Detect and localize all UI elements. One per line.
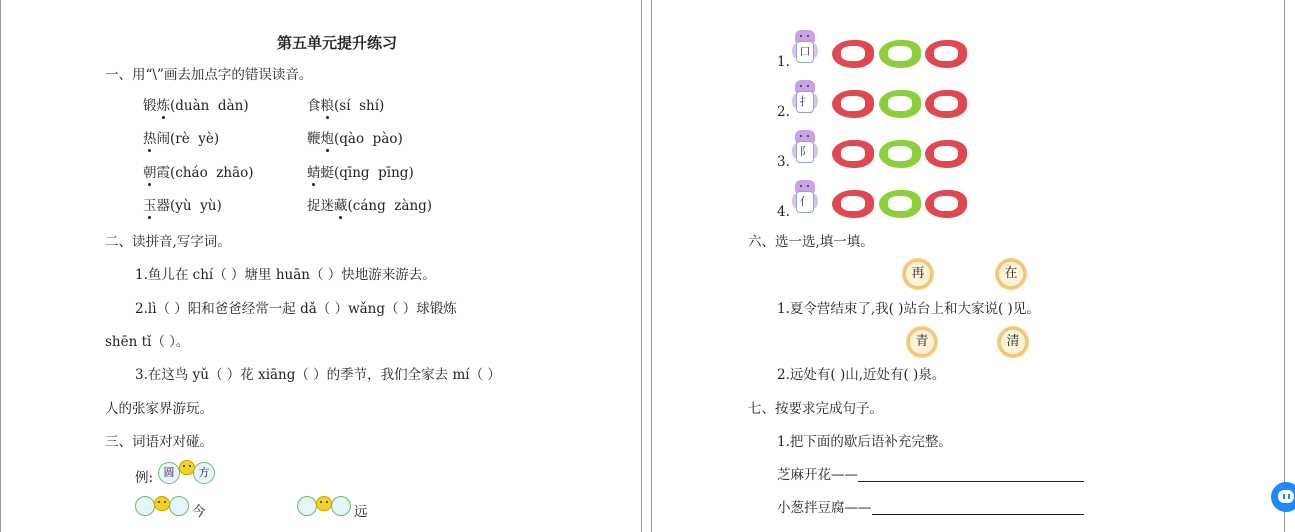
fill-line <box>777 466 1084 484</box>
dotted-character: 藏 <box>334 198 348 214</box>
fill-line <box>777 499 1084 517</box>
dotted-character: 玉 <box>143 198 157 214</box>
chat-assistant-icon[interactable] <box>1271 482 1295 512</box>
pinyin-item <box>307 130 403 148</box>
section-7-heading: 七、按要求完成句子。 <box>748 401 883 417</box>
question-line: 人的张家界游玩。 <box>105 401 213 417</box>
pinyin-options[interactable]: (qào pào) <box>334 131 403 147</box>
cat-radical-card <box>792 180 818 220</box>
radical-label: 口 <box>796 41 814 63</box>
word-text: 蜓 <box>320 165 334 181</box>
pinyin-options[interactable]: (yù yù) <box>170 198 222 214</box>
question-line: 3.在这鸟 yǔ（ ）花 xiāng（ ）的季节，我们全家去 mí（ ） <box>135 367 501 383</box>
page-title: 第五单元提升练习 <box>277 34 398 52</box>
pinyin-item <box>143 97 249 115</box>
choice-badge: 在 <box>995 258 1027 290</box>
pinyin-options[interactable]: (cháo zhāo) <box>170 165 254 181</box>
pinyin-item <box>307 164 414 182</box>
row-number: 4. <box>777 204 790 220</box>
blank-pill <box>925 90 967 118</box>
question-line: 2.远处有( )山,近处有( )泉。 <box>777 367 946 383</box>
page-gutter <box>643 0 651 532</box>
blank-pill <box>832 190 874 218</box>
dotted-character: 朝 <box>143 165 157 181</box>
pair-word: 远 <box>354 504 368 520</box>
empty-bubble <box>297 496 317 516</box>
choice-badge: 青 <box>906 326 938 358</box>
choice-badge: 再 <box>902 258 934 290</box>
blank-pill <box>879 90 921 118</box>
word-text: 器 <box>156 198 170 214</box>
fill-line-prefix: 小葱拌豆腐—— <box>777 500 872 516</box>
pinyin-options[interactable]: (duàn dàn) <box>170 98 249 114</box>
cat-radical-card <box>792 80 818 120</box>
pinyin-item <box>143 130 219 148</box>
blank-pill <box>925 190 967 218</box>
pinyin-item <box>143 197 222 215</box>
pinyin-options[interactable]: (cáng zàng) <box>347 198 433 214</box>
section-3-heading: 三、词语对对碰。 <box>105 434 213 450</box>
answer-blank[interactable] <box>858 468 1084 482</box>
question-line: 1.夏令营结束了,我( )站台上和大家说( )见。 <box>777 301 1040 317</box>
row-number: 3. <box>777 154 790 170</box>
blank-pill <box>925 40 967 68</box>
question-line: 1.把下面的歇后语补充完整。 <box>777 434 952 450</box>
question-line: shēn tǐ（ ）。 <box>105 334 190 350</box>
blank-pill <box>832 40 874 68</box>
pinyin-options[interactable]: (qīng pīng) <box>334 165 414 181</box>
dotted-character: 蜻 <box>307 165 321 181</box>
row-number: 2. <box>777 104 790 120</box>
blank-pill <box>879 140 921 168</box>
pinyin-item <box>143 164 254 182</box>
word-text: 闹 <box>156 131 170 147</box>
pinyin-options[interactable]: (rè yè) <box>170 131 220 147</box>
word-text: 霞 <box>156 165 170 181</box>
pinyin-item <box>307 97 384 115</box>
empty-bubble <box>169 496 189 516</box>
fill-line-prefix: 芝麻开花—— <box>777 467 858 483</box>
dotted-character: 炮 <box>320 131 334 147</box>
radical-label: 亻 <box>796 191 814 213</box>
word-text: 食 <box>307 98 321 114</box>
empty-bubble <box>135 496 155 516</box>
example-label: 例: <box>135 470 154 486</box>
row-number: 1. <box>777 54 790 70</box>
worksheet-page-right <box>651 0 1285 532</box>
question-line: 2.lì（ ）阳和爸爸经常一起 dǎ（ ）wǎng（ ）球锻炼 <box>135 301 457 317</box>
blank-pill <box>925 140 967 168</box>
question-line: 1.鱼儿在 chí（ ）塘里 huān（ ）快地游来游去。 <box>135 267 436 283</box>
dotted-character: 热 <box>143 131 157 147</box>
radical-label: 阝 <box>796 141 814 163</box>
word-text: 锻 <box>143 98 157 114</box>
section-1-heading: 一、用“\”画去加点字的错误读音。 <box>105 67 313 83</box>
radical-label: 扌 <box>796 91 814 113</box>
word-text: 鞭 <box>307 131 321 147</box>
chick-icon <box>154 496 170 511</box>
section-2-heading: 二、读拼音,写字词。 <box>105 234 231 250</box>
dotted-character: 炼 <box>156 98 170 114</box>
chick-icon <box>316 496 332 511</box>
example-bubble-left: 圆 <box>158 462 180 484</box>
blank-pill <box>832 140 874 168</box>
dotted-character: 粮 <box>320 98 334 114</box>
blank-pill <box>832 90 874 118</box>
answer-blank[interactable] <box>872 501 1084 515</box>
cat-radical-card <box>792 30 818 70</box>
example-bubble-right: 方 <box>193 462 215 484</box>
blank-pill <box>879 190 921 218</box>
cat-radical-card <box>792 130 818 170</box>
pair-word: 今 <box>192 504 206 520</box>
word-text: 捉迷 <box>307 198 334 214</box>
choice-badge: 清 <box>997 326 1029 358</box>
worksheet-page-left <box>0 0 642 532</box>
empty-bubble <box>331 496 351 516</box>
pinyin-item <box>307 197 432 215</box>
section-6-heading: 六、选一选,填一填。 <box>748 234 874 250</box>
pinyin-options[interactable]: (sí shí) <box>334 98 385 114</box>
blank-pill <box>879 40 921 68</box>
